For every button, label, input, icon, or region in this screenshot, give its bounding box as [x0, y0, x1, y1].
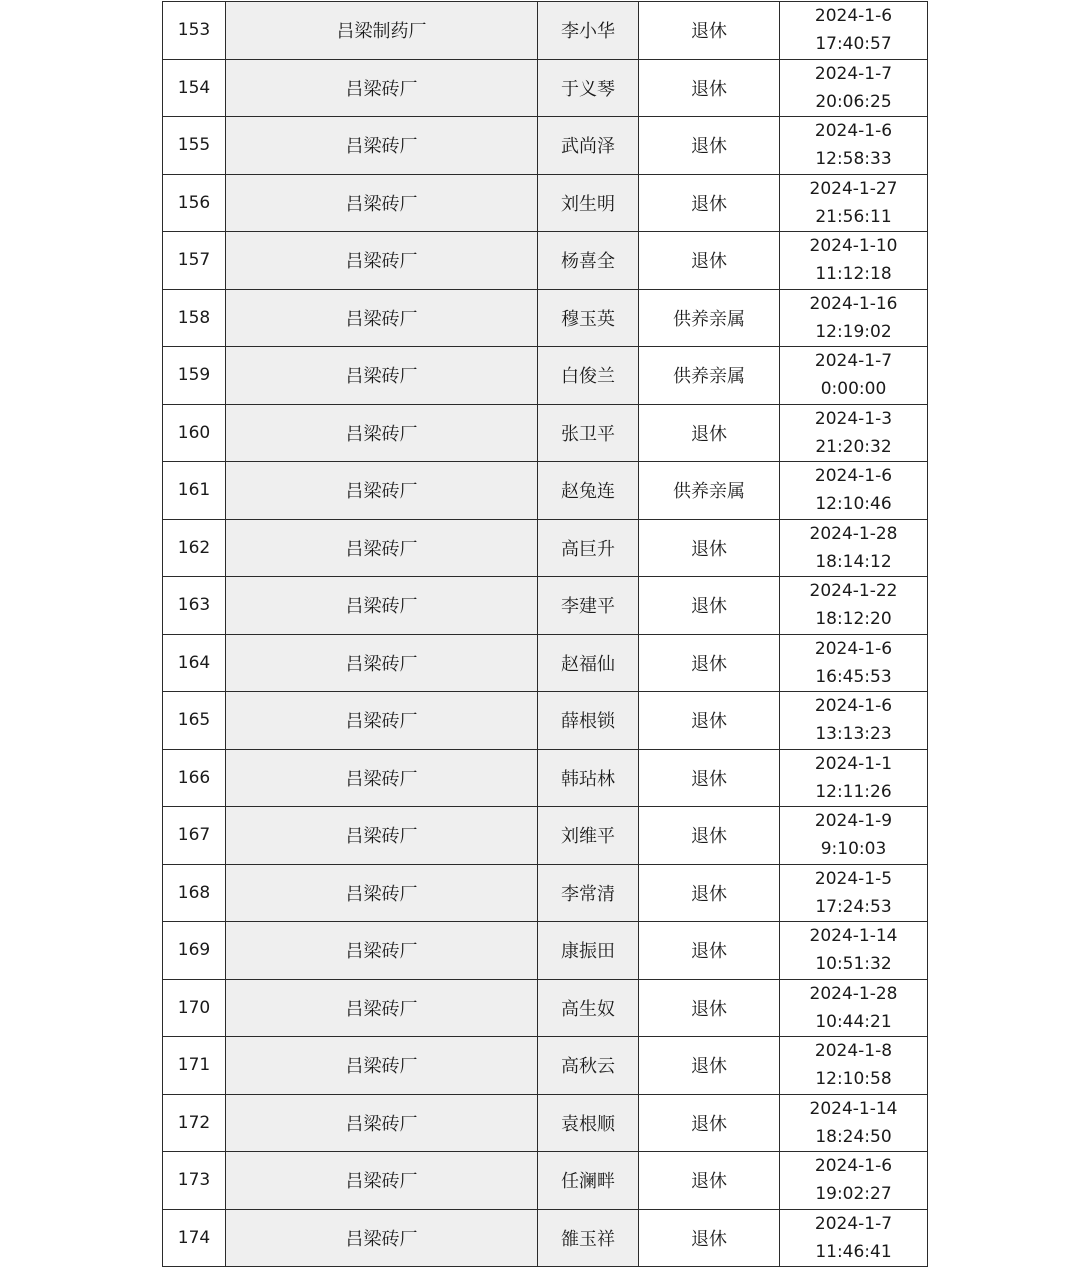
timestamp-cell — [780, 519, 928, 577]
status-type: 退休 — [639, 232, 780, 290]
table-row — [163, 979, 928, 1037]
person-name: 袁根顺 — [538, 1094, 639, 1152]
timestamp-cell — [780, 864, 928, 922]
timestamp-date: 2024-1-27 — [809, 178, 898, 199]
timestamp-time: 17:40:57 — [815, 34, 892, 55]
timestamp-cell — [780, 922, 928, 980]
timestamp-date: 2024-1-6 — [814, 1156, 893, 1177]
row-number: 162 — [163, 519, 226, 577]
person-name: 张卫平 — [538, 404, 639, 462]
person-name: 武尚泽 — [538, 117, 639, 175]
row-number: 168 — [163, 864, 226, 922]
person-name: 薛根锁 — [538, 692, 639, 750]
status-type: 退休 — [639, 519, 780, 577]
row-number: 173 — [163, 1152, 226, 1210]
timestamp-date: 2024-1-7 — [814, 351, 893, 372]
person-name: 赵兔连 — [538, 462, 639, 520]
timestamp-date: 2024-1-1 — [814, 753, 893, 774]
status-type: 退休 — [639, 2, 780, 60]
timestamp-time: 18:14:12 — [815, 551, 892, 572]
person-name: 李常清 — [538, 864, 639, 922]
unit-name: 吕梁砖厂 — [226, 922, 538, 980]
table-row — [163, 59, 928, 117]
row-number: 164 — [163, 634, 226, 692]
status-type: 退休 — [639, 864, 780, 922]
unit-name: 吕梁砖厂 — [226, 692, 538, 750]
timestamp-time: 17:24:53 — [815, 896, 892, 917]
table-row — [163, 174, 928, 232]
row-number: 160 — [163, 404, 226, 462]
timestamp-cell — [780, 59, 928, 117]
status-type: 退休 — [639, 807, 780, 865]
table-row — [163, 519, 928, 577]
timestamp-date: 2024-1-7 — [814, 63, 893, 84]
timestamp-time: 12:11:26 — [815, 781, 892, 802]
table-row — [163, 922, 928, 980]
table-row — [163, 864, 928, 922]
unit-name: 吕梁砖厂 — [226, 807, 538, 865]
timestamp-date: 2024-1-6 — [814, 466, 893, 487]
timestamp-date: 2024-1-6 — [814, 638, 893, 659]
person-name: 李建平 — [538, 577, 639, 635]
timestamp-date: 2024-1-22 — [809, 581, 898, 602]
person-name: 雒玉祥 — [538, 1209, 639, 1267]
timestamp-date: 2024-1-14 — [809, 926, 898, 947]
timestamp-cell — [780, 174, 928, 232]
unit-name: 吕梁砖厂 — [226, 59, 538, 117]
timestamp-time: 19:02:27 — [815, 1184, 892, 1205]
timestamp-cell — [780, 577, 928, 635]
table-row — [163, 634, 928, 692]
status-type: 退休 — [639, 634, 780, 692]
timestamp-date: 2024-1-10 — [809, 236, 898, 257]
status-type: 退休 — [639, 979, 780, 1037]
row-number: 158 — [163, 289, 226, 347]
timestamp-time: 16:45:53 — [815, 666, 892, 687]
status-type: 退休 — [639, 1037, 780, 1095]
row-number: 161 — [163, 462, 226, 520]
row-number: 174 — [163, 1209, 226, 1267]
timestamp-time: 12:10:58 — [815, 1069, 892, 1090]
timestamp-cell — [780, 807, 928, 865]
timestamp-date: 2024-1-6 — [814, 121, 893, 142]
unit-name: 吕梁砖厂 — [226, 232, 538, 290]
timestamp-date: 2024-1-8 — [814, 1041, 893, 1062]
timestamp-date: 2024-1-14 — [809, 1098, 898, 1119]
timestamp-date: 2024-1-7 — [814, 1213, 893, 1234]
unit-name: 吕梁砖厂 — [226, 1094, 538, 1152]
row-number: 163 — [163, 577, 226, 635]
person-name: 于义琴 — [538, 59, 639, 117]
status-type: 退休 — [639, 117, 780, 175]
row-number: 153 — [163, 2, 226, 60]
timestamp-cell — [780, 634, 928, 692]
table-row — [163, 462, 928, 520]
timestamp-time: 12:58:33 — [815, 149, 892, 170]
timestamp-cell — [780, 462, 928, 520]
timestamp-cell — [780, 692, 928, 750]
table-row — [163, 1094, 928, 1152]
timestamp-date: 2024-1-9 — [814, 811, 893, 832]
row-number: 165 — [163, 692, 226, 750]
timestamp-time: 10:44:21 — [815, 1011, 892, 1032]
table-row — [163, 807, 928, 865]
unit-name: 吕梁砖厂 — [226, 1152, 538, 1210]
timestamp-cell — [780, 1209, 928, 1267]
person-name: 韩玷林 — [538, 749, 639, 807]
table-row — [163, 232, 928, 290]
unit-name: 吕梁砖厂 — [226, 117, 538, 175]
status-type: 退休 — [639, 1094, 780, 1152]
timestamp-cell — [780, 289, 928, 347]
timestamp-time: 0:00:00 — [820, 379, 887, 400]
unit-name: 吕梁砖厂 — [226, 347, 538, 405]
person-name: 任澜畔 — [538, 1152, 639, 1210]
table-row — [163, 2, 928, 60]
status-type: 供养亲属 — [639, 289, 780, 347]
timestamp-date: 2024-1-28 — [809, 983, 898, 1004]
person-name: 穆玉英 — [538, 289, 639, 347]
unit-name: 吕梁砖厂 — [226, 979, 538, 1037]
unit-name: 吕梁砖厂 — [226, 404, 538, 462]
timestamp-cell — [780, 347, 928, 405]
status-type: 退休 — [639, 404, 780, 462]
timestamp-cell — [780, 232, 928, 290]
table-row — [163, 289, 928, 347]
unit-name: 吕梁砖厂 — [226, 174, 538, 232]
person-name: 赵福仙 — [538, 634, 639, 692]
timestamp-time: 21:20:32 — [815, 436, 892, 457]
timestamp-cell — [780, 749, 928, 807]
timestamp-cell — [780, 2, 928, 60]
timestamp-time: 12:19:02 — [815, 321, 892, 342]
timestamp-time: 18:12:20 — [815, 609, 892, 630]
status-type: 退休 — [639, 922, 780, 980]
unit-name: 吕梁砖厂 — [226, 1037, 538, 1095]
table-row — [163, 577, 928, 635]
timestamp-date: 2024-1-28 — [809, 523, 898, 544]
timestamp-time: 21:56:11 — [815, 206, 892, 227]
unit-name: 吕梁砖厂 — [226, 634, 538, 692]
timestamp-date: 2024-1-5 — [814, 868, 893, 889]
table-row — [163, 692, 928, 750]
table-row — [163, 404, 928, 462]
row-number: 171 — [163, 1037, 226, 1095]
records-table-body — [163, 2, 928, 1267]
status-type: 供养亲属 — [639, 462, 780, 520]
unit-name: 吕梁制药厂 — [226, 2, 538, 60]
document-page — [162, 1, 927, 1267]
table-row — [163, 1037, 928, 1095]
timestamp-cell — [780, 1037, 928, 1095]
row-number: 156 — [163, 174, 226, 232]
person-name: 康振田 — [538, 922, 639, 980]
timestamp-cell — [780, 404, 928, 462]
unit-name: 吕梁砖厂 — [226, 289, 538, 347]
timestamp-time: 13:13:23 — [815, 724, 892, 745]
person-name: 李小华 — [538, 2, 639, 60]
timestamp-cell — [780, 117, 928, 175]
table-row — [163, 749, 928, 807]
timestamp-cell — [780, 1094, 928, 1152]
timestamp-cell — [780, 1152, 928, 1210]
row-number: 155 — [163, 117, 226, 175]
timestamp-time: 11:46:41 — [815, 1241, 892, 1262]
timestamp-time: 20:06:25 — [815, 91, 892, 112]
timestamp-date: 2024-1-3 — [814, 408, 893, 429]
timestamp-time: 11:12:18 — [815, 264, 892, 285]
timestamp-date: 2024-1-6 — [814, 696, 893, 717]
person-name: 刘维平 — [538, 807, 639, 865]
status-type: 退休 — [639, 174, 780, 232]
unit-name: 吕梁砖厂 — [226, 1209, 538, 1267]
table-row — [163, 347, 928, 405]
unit-name: 吕梁砖厂 — [226, 749, 538, 807]
timestamp-date: 2024-1-16 — [809, 293, 898, 314]
person-name: 刘生明 — [538, 174, 639, 232]
row-number: 167 — [163, 807, 226, 865]
person-name: 高秋云 — [538, 1037, 639, 1095]
row-number: 154 — [163, 59, 226, 117]
table-row — [163, 117, 928, 175]
table-row — [163, 1152, 928, 1210]
timestamp-time: 10:51:32 — [815, 954, 892, 975]
status-type: 供养亲属 — [639, 347, 780, 405]
timestamp-time: 9:10:03 — [820, 839, 887, 860]
row-number: 170 — [163, 979, 226, 1037]
row-number: 166 — [163, 749, 226, 807]
status-type: 退休 — [639, 59, 780, 117]
row-number: 169 — [163, 922, 226, 980]
timestamp-time: 12:10:46 — [815, 494, 892, 515]
row-number: 172 — [163, 1094, 226, 1152]
person-name: 白俊兰 — [538, 347, 639, 405]
status-type: 退休 — [639, 1152, 780, 1210]
status-type: 退休 — [639, 1209, 780, 1267]
timestamp-cell — [780, 979, 928, 1037]
status-type: 退休 — [639, 577, 780, 635]
records-table — [162, 1, 928, 1267]
person-name: 高巨升 — [538, 519, 639, 577]
timestamp-date: 2024-1-6 — [814, 6, 893, 27]
unit-name: 吕梁砖厂 — [226, 864, 538, 922]
person-name: 高生奴 — [538, 979, 639, 1037]
unit-name: 吕梁砖厂 — [226, 462, 538, 520]
status-type: 退休 — [639, 692, 780, 750]
table-row — [163, 1209, 928, 1267]
timestamp-time: 18:24:50 — [815, 1126, 892, 1147]
person-name: 杨喜全 — [538, 232, 639, 290]
row-number: 159 — [163, 347, 226, 405]
unit-name: 吕梁砖厂 — [226, 577, 538, 635]
row-number: 157 — [163, 232, 226, 290]
unit-name: 吕梁砖厂 — [226, 519, 538, 577]
status-type: 退休 — [639, 749, 780, 807]
